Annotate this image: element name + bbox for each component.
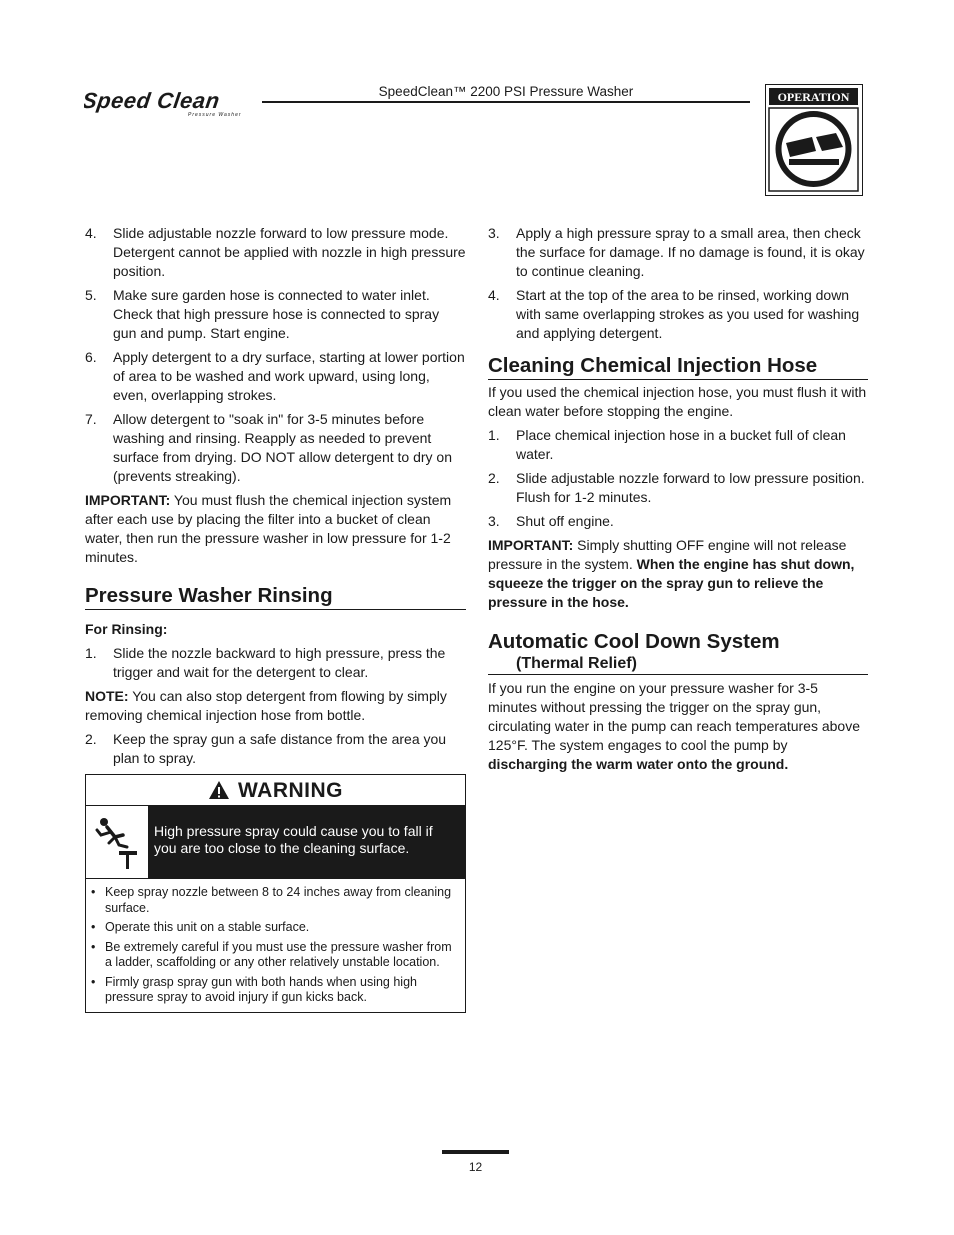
important-text: You must flush the chemical injection system after each use by placing the filter into a bucket of clean water, then run the pressure washer in low pressure for 1-2 minutes.: [85, 492, 452, 565]
step-text: Place chemical injection hose in a bucket full of clean water.: [516, 427, 846, 462]
step-text: Start at the top of the area to be rinsed, working down with same overlapping strokes as you used for washing and applying detergent.: [516, 287, 860, 341]
step-number: 3.: [488, 513, 500, 529]
for-rinsing-label: For Rinsing:: [85, 621, 168, 637]
important-note: [488, 536, 868, 612]
list-item: [488, 286, 868, 343]
important-bold-text: When the engine has shut down, squeeze the trigger on the spray gun to relieve the pressure in the hose.: [488, 556, 855, 610]
step-number: 1.: [488, 427, 500, 443]
cooldown-subtitle: (Thermal Relief): [516, 655, 637, 672]
footer-rule: [442, 1150, 509, 1154]
list-item: [85, 730, 466, 768]
step-number: 4.: [85, 225, 97, 241]
important-label: IMPORTANT:: [85, 492, 171, 508]
note-label: NOTE:: [85, 688, 129, 704]
step-text: Allow detergent to "soak in" for 3-5 minutes before washing and rinsing. Reapply as needed to prevent surface from drying. DO NOT allow detergent to dry on (prevents streaking).: [113, 411, 452, 484]
left-column: [85, 224, 466, 1013]
list-item: [90, 940, 461, 971]
important-label: IMPORTANT:: [488, 537, 574, 553]
step-number: 5.: [85, 287, 97, 303]
bullet-text: Firmly grasp spray gun with both hands when using high pressure spray to avoid injury if gun kicks back.: [105, 974, 417, 1004]
important-note: [85, 491, 466, 567]
warning-message: High pressure spray could cause you to fall if you are too close to the cleaning surface.: [149, 806, 465, 878]
logo-wordmark: Speed Clean: [84, 88, 222, 113]
list-item: [90, 885, 461, 916]
warning-title: WARNING: [238, 778, 343, 802]
important-text: Simply shutting OFF engine will not release pressure in the system.: [488, 537, 847, 572]
step-number: 4.: [488, 287, 500, 303]
list-item: [488, 512, 868, 531]
step-number: 7.: [85, 411, 97, 427]
bullet-icon: •: [91, 974, 96, 989]
section-heading-cooldown: [488, 630, 868, 675]
falling-person-icon: [86, 806, 149, 878]
note: [85, 687, 466, 725]
note-text: You can also stop detergent from flowing by simply removing chemical injection hose from bottle.: [85, 688, 447, 723]
list-item: [85, 644, 466, 682]
list-item: [85, 410, 466, 486]
logo-tagline: Pressure Washer: [188, 112, 242, 118]
section-heading-rinsing: Pressure Washer Rinsing: [85, 584, 466, 610]
step-text: Slide the nozzle backward to high pressure, press the trigger and wait for the detergent to clear.: [113, 645, 446, 680]
step-text: Slide adjustable nozzle forward to low pressure position. Flush for 1-2 minutes.: [516, 470, 865, 505]
step-text: Make sure garden hose is connected to water inlet. Check that high pressure hose is connected to spray gun and pump. Start engine.: [113, 287, 440, 341]
step-number: 1.: [85, 645, 97, 661]
list-item: [488, 426, 868, 464]
step-number: 2.: [488, 470, 500, 486]
operation-badge: [765, 84, 863, 196]
bullet-icon: •: [91, 920, 96, 934]
step-text: Apply a high pressure spray to a small area, then check the surface for damage. If no damage is found, it is okay to continue cleaning.: [516, 225, 865, 279]
logo-graphic: [84, 88, 254, 118]
step-text: Apply detergent to a dry surface, starting at lower portion of area to be washed and work upward, using long, even, overlapping strokes.: [113, 349, 465, 403]
cooldown-title: Automatic Cool Down System: [488, 630, 780, 653]
header-rule: [262, 101, 750, 103]
operation-icon: [766, 85, 861, 194]
list-item: [488, 224, 868, 281]
operation-label: OPERATION: [777, 90, 850, 104]
header-title: SpeedClean™ 2200 PSI Pressure Washer: [378, 84, 634, 99]
list-item: [488, 469, 868, 507]
cooldown-text: [488, 679, 868, 774]
list-item: [85, 286, 466, 343]
step-text: Shut off engine.: [516, 513, 614, 529]
bullet-icon: •: [91, 885, 96, 899]
bullet-icon: •: [91, 939, 96, 954]
warning-box: [85, 774, 466, 1013]
cooldown-body: If you run the engine on your pressure washer for 3-5 minutes without pressing the trigger on the spray gun, circulating water in the pump can reach temperatures above 125°F. The system engages to cool the pump by: [488, 680, 860, 753]
chem-intro: If you used the chemical injection hose, you must flush it with clean water before stopping the engine.: [488, 384, 867, 419]
warning-triangle-icon: [208, 780, 230, 800]
step-number: 2.: [85, 731, 97, 747]
section-heading-chemical: Cleaning Chemical Injection Hose: [488, 354, 868, 380]
list-item: [85, 224, 466, 281]
bullet-text: Operate this unit on a stable surface.: [105, 920, 310, 934]
page-number: 12: [468, 1160, 483, 1174]
step-number: 3.: [488, 225, 500, 241]
warning-hazard-row: [86, 806, 465, 879]
list-item: [85, 348, 466, 405]
step-text: Slide adjustable nozzle forward to low pressure mode. Detergent cannot be applied with nozzle in high pressure position.: [113, 225, 466, 279]
list-item: [90, 975, 461, 1006]
step-text: Keep the spray gun a safe distance from the area you plan to spray.: [113, 731, 447, 766]
cooldown-bold: discharging the warm water onto the ground.: [488, 756, 789, 772]
speedclean-logo: [84, 88, 254, 118]
right-column: [488, 224, 868, 779]
bullet-text: Keep spray nozzle between 8 to 24 inches away from cleaning surface.: [105, 885, 452, 915]
warning-bullets: [86, 879, 465, 1012]
list-item: [90, 920, 461, 936]
step-number: 6.: [85, 349, 97, 365]
bullet-text: Be extremely careful if you must use the pressure washer from a ladder, scaffolding or any other relatively unstable location.: [105, 939, 452, 969]
warning-header: [86, 775, 465, 806]
